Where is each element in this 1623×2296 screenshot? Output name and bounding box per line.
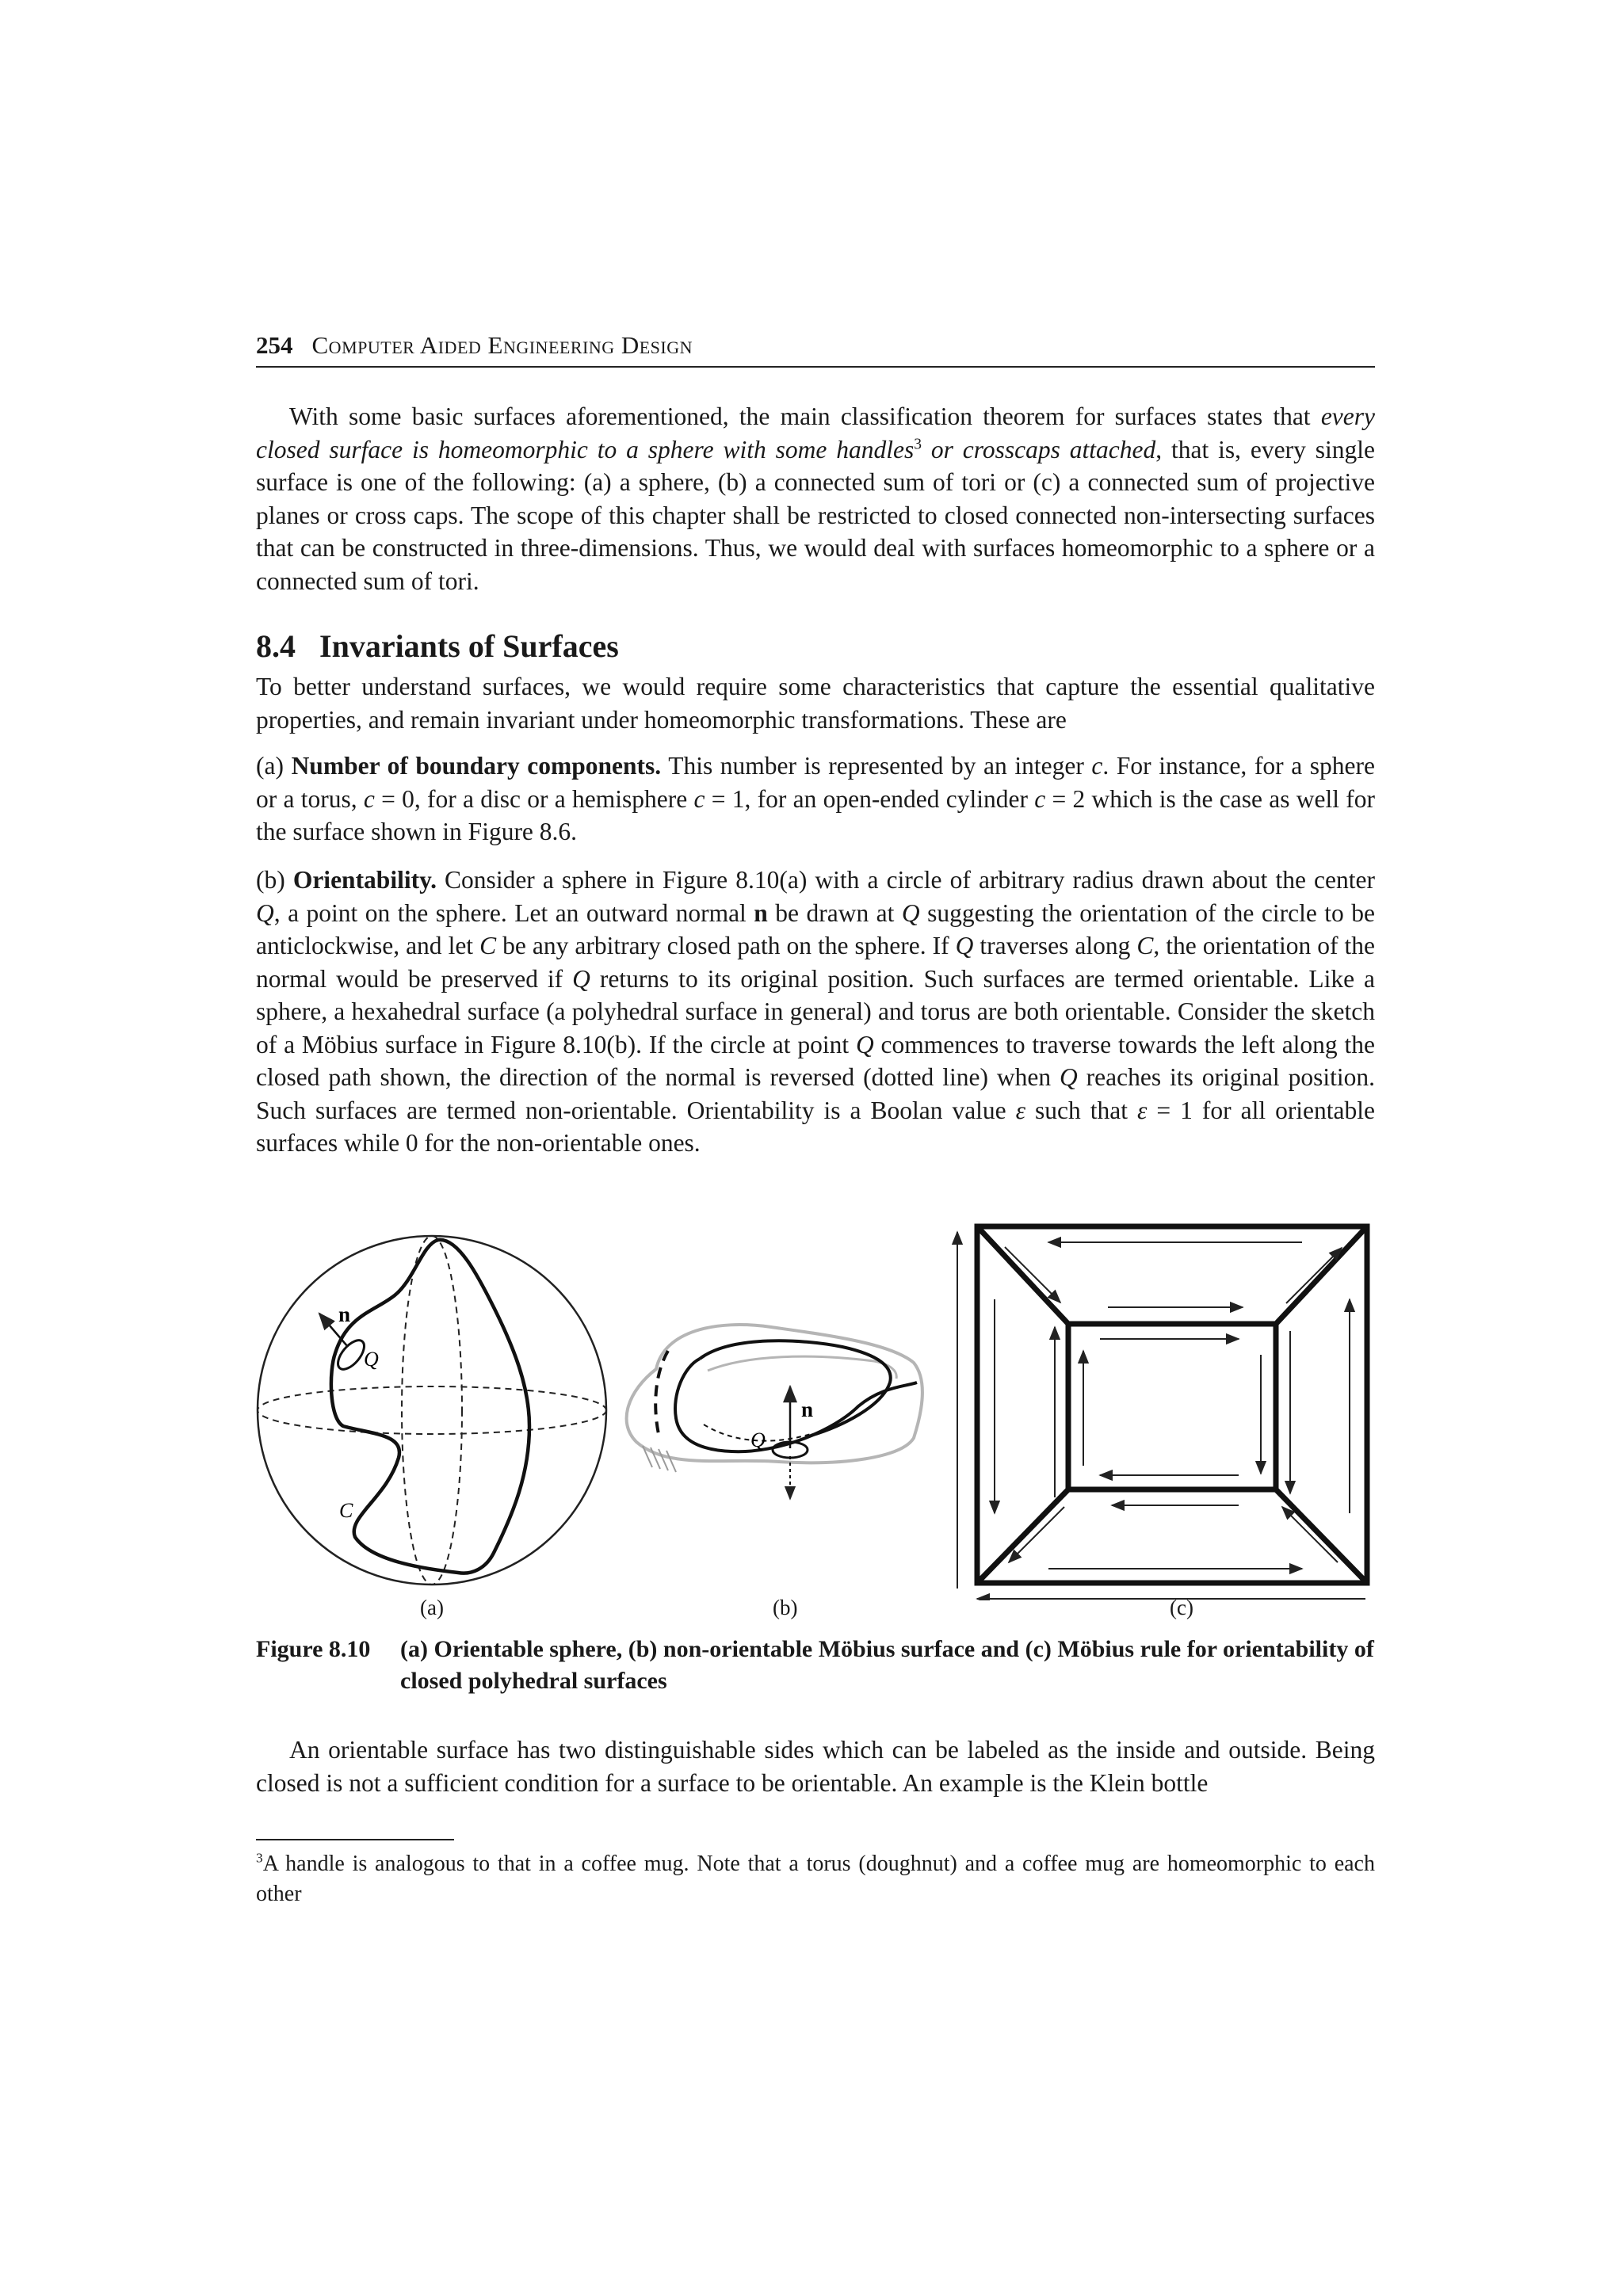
- p3-t2: . For instance, for a sphere or a torus,: [256, 752, 1375, 813]
- caption-label: Figure 8.10: [256, 1636, 371, 1662]
- running-title: Computer Aided Engineering Design: [311, 331, 693, 359]
- p3-prefix: (a): [256, 752, 292, 780]
- p4-c1: C: [479, 932, 497, 959]
- p4-t4: suggesting the orientation of the circle to be anticlockwise, and let: [256, 898, 1375, 959]
- p4-t11: such that: [1025, 1096, 1137, 1124]
- p3-bold: Number of boundary components.: [291, 752, 662, 780]
- footnote-number: 3: [256, 1850, 263, 1866]
- p4-t9: commences to traverse towards the left along the closed path shown, the direction of the normal is reversed (dotted line) when: [256, 1030, 1376, 1091]
- para1-italic-2: or crosscaps attached: [922, 435, 1156, 463]
- polyhedral-diagram: [957, 1226, 1375, 1599]
- label-c-a: C: [339, 1499, 353, 1522]
- paragraph-intro: To better understand surfaces, we would require some characteristics that capture the essential qualitative properties, and remain invariant under homeomorphic transformations. These are: [256, 673, 1375, 734]
- p3-c3: c: [693, 784, 705, 813]
- mobius-diagram: [627, 1325, 922, 1499]
- paragraph-boundary-components: [256, 749, 1375, 849]
- caption-text: (a) Orientable sphere, (b) non-orientable Möbius surface and (c) Möbius rule for orientability of closed polyhedral surfaces: [400, 1636, 1374, 1694]
- section-number: 8.4: [256, 628, 296, 664]
- sphere-outline: [258, 1236, 606, 1585]
- meridian-dashed: [402, 1236, 462, 1585]
- p4-t12: = 1 for all orientable surfaces while 0 for the non-orientable ones.: [256, 1096, 1376, 1157]
- p4-q4: Q: [572, 964, 590, 993]
- paragraph-orientable-surface: An orientable surface has two distinguishable sides which can be labeled as the inside and outside. Being closed is not a sufficient condition for a surface to be orientable. An example is the Klein bottle: [256, 1736, 1375, 1797]
- p3-t5: = 2 which is the case as well for the surface shown in Figure 8.6.: [256, 784, 1375, 845]
- p3-t4: = 1, for an open-ended cylinder: [705, 784, 1035, 813]
- footnote: [256, 1849, 1375, 1909]
- footnote-text: A handle is analogous to that in a coffee mug. Note that a torus (doughnut) and a coffee mug are homeomorphic to each other: [256, 1852, 1375, 1906]
- page-number: 254: [256, 331, 293, 359]
- p4-bold: Orientability.: [292, 866, 437, 894]
- subfigure-label-c: (c): [1170, 1596, 1193, 1619]
- p3-t1: This number is represented by an integer: [661, 752, 1092, 780]
- equator-dashed: [258, 1386, 606, 1434]
- mobius-top-edge: [700, 1341, 891, 1436]
- p4-q2: Q: [901, 898, 920, 927]
- figure-8-10: [256, 1220, 1375, 1600]
- p4-q3: Q: [955, 932, 974, 959]
- p4-c2: C: [1136, 932, 1154, 959]
- label-n-b: n: [801, 1398, 814, 1421]
- inner-square: [1068, 1324, 1276, 1489]
- p4-e1: ε: [1015, 1096, 1026, 1124]
- mobius-inner-outline: [708, 1356, 896, 1379]
- para1-text: With some basic surfaces aforementioned, the main classification theorem for surfaces states that: [289, 402, 1311, 430]
- section-heading: [256, 627, 619, 665]
- running-head: [256, 331, 1375, 368]
- subfigure-label-b: (b): [773, 1596, 798, 1619]
- p4-n1: n: [754, 898, 768, 927]
- p4-t5: be any arbitrary closed path on the sphere. If: [496, 932, 956, 959]
- p4-prefix: (b): [256, 866, 293, 894]
- p4-t10: reaches its original position. Such surfaces are termed non-orientable. Orientability is a Boolan value: [256, 1063, 1375, 1124]
- p4-t6: traverses along: [973, 932, 1137, 959]
- p4-t8: returns to its original position. Such surfaces are termed orientable. Like a sphere, a hexahedral surface (a polyhedral surface in general) and torus are both orientable. Consider the sketch of a Möbius surface in Figure 8.10(b). If the circle at point: [256, 964, 1376, 1058]
- p4-t3: be drawn at: [767, 898, 902, 927]
- p3-c2: c: [363, 784, 375, 813]
- closed-path-c: [331, 1240, 529, 1573]
- footnote-rule: [256, 1839, 454, 1840]
- p3-t3: = 0, for a disc or a hemisphere: [374, 784, 694, 813]
- footnote-marker[interactable]: 3: [914, 436, 922, 452]
- para1-text-2: , that is, every single surface is one of the following: (a) a sphere, (b) a connected sum of tori or (c) a connected sum of projective planes or cross caps. The scope of this chapter shall be restricted to closed connected non-intersecting surfaces that can be constructed in three-dimensions. Thus, we would deal with surfaces homeomorphic to a sphere or a connected sum of tori.: [256, 435, 1375, 595]
- mobius-edge-path: [675, 1359, 917, 1451]
- paragraph-classification: [256, 400, 1375, 597]
- subfigure-label-a: (a): [420, 1596, 444, 1619]
- paragraph-orientability: [256, 864, 1375, 1160]
- p4-t1: Consider a sphere in Figure 8.10(a) with a circle of arbitrary radius drawn about the center: [436, 866, 1375, 894]
- para1-italic: every closed surface is homeomorphic to a sphere with some handles: [256, 402, 1375, 463]
- p3-c1: c: [1091, 752, 1103, 780]
- p3-c4: c: [1034, 784, 1046, 813]
- p4-q6: Q: [1060, 1063, 1078, 1091]
- p4-q5: Q: [855, 1030, 874, 1058]
- p4-e2: ε: [1137, 1096, 1148, 1124]
- section-title: Invariants of Surfaces: [319, 628, 619, 664]
- sphere-diagram: [258, 1236, 606, 1585]
- label-q-a: Q: [364, 1348, 379, 1371]
- p4-t7: , the orientation of the normal would be preserved if: [256, 932, 1376, 993]
- p4-q1: Q: [256, 898, 274, 927]
- label-n-a: n: [338, 1302, 351, 1326]
- p4-t2: , a point on the sphere. Let an outward normal: [273, 898, 754, 927]
- label-q-b: Q: [750, 1428, 766, 1451]
